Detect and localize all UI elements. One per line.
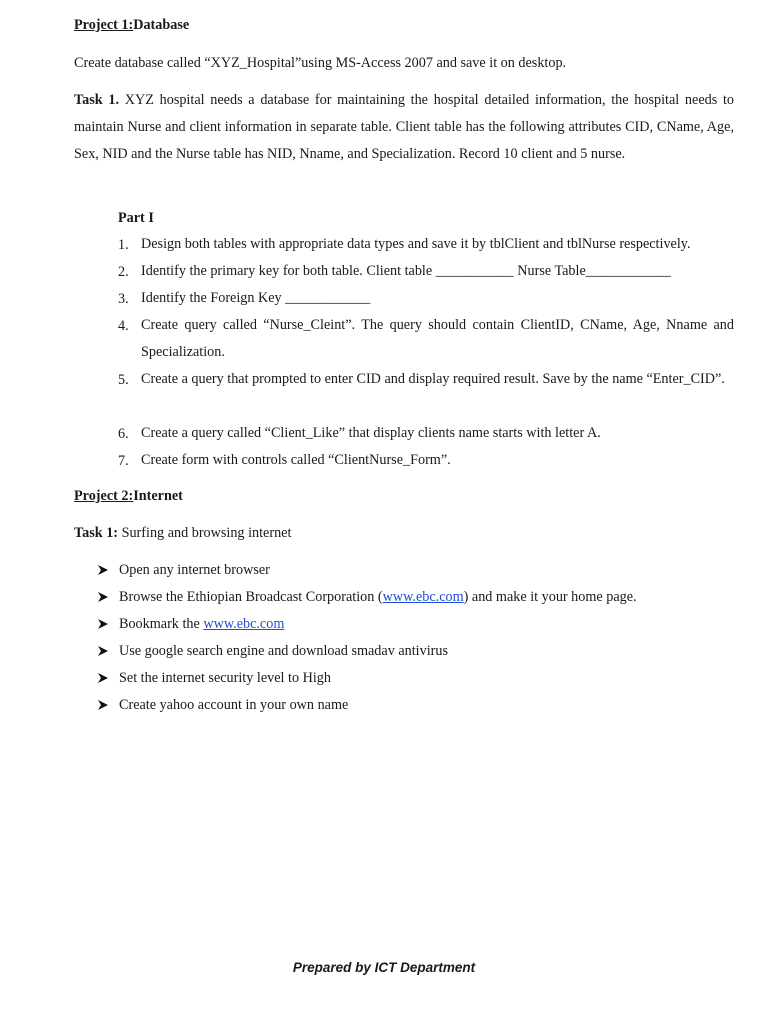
item-number: 3. (118, 291, 129, 307)
ebc-link[interactable]: www.ebc.com (382, 589, 464, 605)
arrow-bullet-icon (97, 564, 109, 576)
list-item: Create a query called “Client_Like” that display clients name starts with letter A. (141, 425, 601, 441)
item-number: 6. (118, 426, 129, 442)
bullet-item: Open any internet browser (119, 562, 270, 578)
item-number: 5. (118, 372, 129, 388)
bullet-text-part: Browse the Ethiopian Broadcast Corporation ( (119, 589, 383, 605)
ebc-bookmark-link[interactable]: www.ebc.com (203, 616, 285, 632)
project1-task-paragraph (74, 87, 734, 168)
arrow-bullet-icon (97, 699, 109, 711)
list-item: Create a query that prompted to enter CID and display required result. Save by the name “Enter_CID”. (141, 371, 725, 387)
arrow-bullet-icon (97, 672, 109, 684)
project2-title: Internet (133, 488, 183, 504)
list-item: Design both tables with appropriate data types and save it by tblClient and tblNurse respectively. (141, 236, 691, 252)
project1-intro: Create database called “XYZ_Hospital”using MS-Access 2007 and save it on desktop. (74, 55, 567, 71)
item-number: 4. (118, 318, 129, 334)
arrow-bullet-icon (97, 645, 109, 657)
list-item: Create query called “Nurse_Cleint”. The query should contain ClientID, CName, Age, Nname and Specialization. (141, 317, 734, 360)
bullet-text-part: ) and make it your home page. (463, 589, 637, 605)
project1-title: Database (133, 17, 190, 33)
list-item: Identify the Foreign Key ____________ (141, 290, 371, 306)
project2-task (74, 525, 291, 542)
project1-task-label: Task 1. (74, 92, 120, 108)
item-number: 2. (118, 264, 129, 280)
list-item: Identify the primary key for both table. Client table ___________ Nurse Table____________ (141, 263, 671, 279)
item-number: 7. (118, 453, 129, 469)
bullet-item (119, 616, 284, 633)
bullet-item: Use google search engine and download smadav antivirus (119, 643, 448, 659)
part-title: Part I (118, 210, 154, 226)
bullet-item: Create yahoo account in your own name (119, 697, 349, 713)
project2-task-text: Surfing and browsing internet (118, 525, 292, 541)
project2-task-label: Task 1: (74, 525, 119, 541)
project1-label: Project 1: (74, 17, 134, 33)
project1-task-text: XYZ hospital needs a database for maintaining the hospital detailed information, the hospital needs to maintain Nurse and client information in separate table. Client table has the following attributes CID, CName, Age, Sex, NID and the Nurse table has NID, Nname, and Specialization. Record 10 client and 5 nurse. (74, 92, 734, 162)
bullet-item (119, 589, 637, 606)
page-footer: Prepared by ICT Department (292, 960, 476, 975)
arrow-bullet-icon (97, 618, 109, 630)
project2-heading (74, 488, 183, 505)
list-item: Create form with controls called “ClientNurse_Form”. (141, 452, 451, 468)
project2-label: Project 2: (74, 488, 134, 504)
bullet-text-part: Bookmark the (119, 616, 204, 632)
bullet-item: Set the internet security level to High (119, 670, 331, 686)
arrow-bullet-icon (97, 591, 109, 603)
item-number: 1. (118, 237, 129, 253)
project1-heading (74, 17, 189, 34)
